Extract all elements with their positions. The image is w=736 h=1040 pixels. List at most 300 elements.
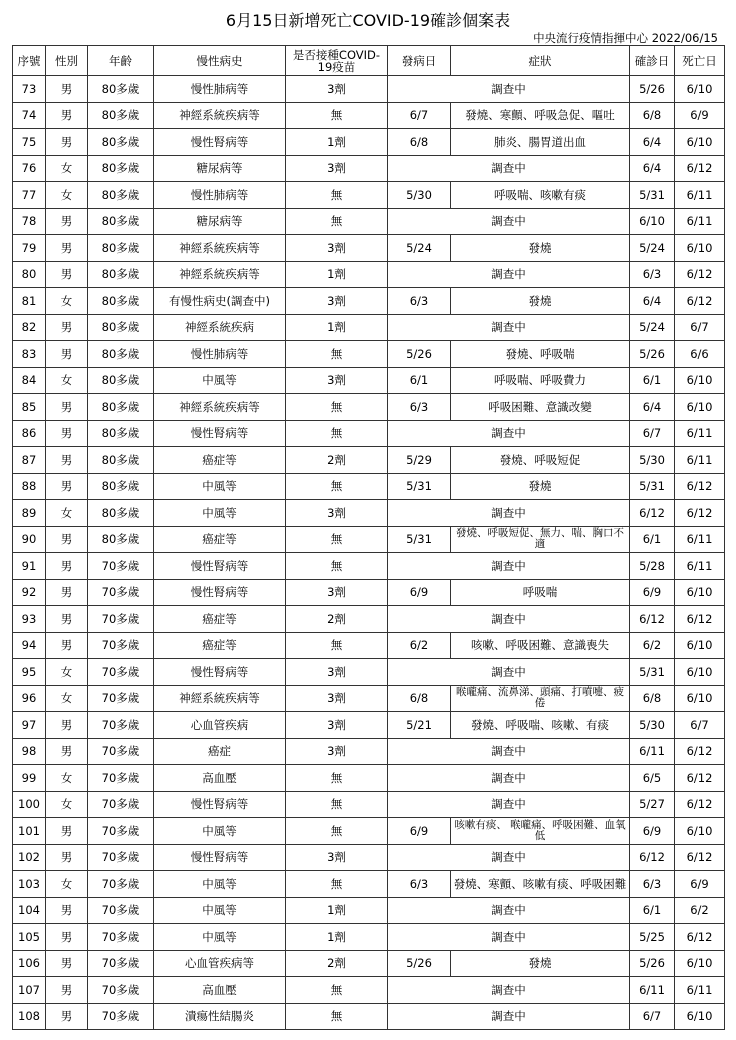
- cell-death: 6/11: [675, 208, 725, 235]
- cell-death: 6/10: [675, 76, 725, 103]
- cell-history: 神經系統疾病等: [154, 685, 286, 712]
- table-row: [13, 129, 725, 156]
- cell-onset: 5/30: [388, 182, 451, 209]
- table-row: [13, 659, 725, 686]
- cell-no: 94: [13, 632, 46, 659]
- cell-no: 92: [13, 579, 46, 606]
- cell-vaccine: 3劑: [286, 367, 388, 394]
- cell-age: 70多歲: [88, 712, 154, 739]
- cell-symptom: 發燒、呼吸短促: [451, 447, 630, 474]
- table-row: [13, 685, 725, 712]
- cell-no: 106: [13, 950, 46, 977]
- cell-no: 76: [13, 155, 46, 182]
- cell-no: 95: [13, 659, 46, 686]
- cell-symptom: 調查中: [388, 738, 630, 765]
- cell-onset: 6/2: [388, 632, 451, 659]
- cell-history: 心血管疾病: [154, 712, 286, 739]
- table-row: [13, 208, 725, 235]
- cell-onset: 5/31: [388, 473, 451, 500]
- cell-death: 6/10: [675, 818, 725, 845]
- cell-symptom: 調查中: [388, 155, 630, 182]
- cell-age: 70多歲: [88, 738, 154, 765]
- cell-death: 6/12: [675, 738, 725, 765]
- cell-vaccine: 無: [286, 1003, 388, 1030]
- cell-death: 6/12: [675, 924, 725, 951]
- cell-symptom: 調查中: [388, 1003, 630, 1030]
- cell-onset: 6/9: [388, 579, 451, 606]
- table-row: [13, 420, 725, 447]
- cell-death: 6/11: [675, 553, 725, 580]
- cell-history: 慢性腎病等: [154, 791, 286, 818]
- cell-death: 6/12: [675, 606, 725, 633]
- cell-no: 89: [13, 500, 46, 527]
- table-row: [13, 235, 725, 262]
- cell-sex: 女: [46, 765, 88, 792]
- header-age: 年齡: [88, 46, 154, 76]
- cell-vaccine: 無: [286, 871, 388, 898]
- cell-age: 80多歲: [88, 76, 154, 103]
- cell-age: 80多歲: [88, 394, 154, 421]
- cell-age: 70多歲: [88, 818, 154, 845]
- cell-vaccine: 無: [286, 182, 388, 209]
- table-row: [13, 791, 725, 818]
- table-row: [13, 950, 725, 977]
- cell-history: 神經系統疾病等: [154, 235, 286, 262]
- cell-symptom: 調查中: [388, 208, 630, 235]
- cell-sex: 女: [46, 791, 88, 818]
- cell-vaccine: 3劑: [286, 844, 388, 871]
- cell-symptom: 呼吸困難、意識改變: [451, 394, 630, 421]
- cell-no: 93: [13, 606, 46, 633]
- cell-death: 6/12: [675, 261, 725, 288]
- cell-age: 80多歲: [88, 447, 154, 474]
- cell-sex: 女: [46, 871, 88, 898]
- cell-symptom: 發燒: [451, 235, 630, 262]
- cell-vaccine: 3劑: [286, 155, 388, 182]
- cell-death: 6/10: [675, 235, 725, 262]
- cell-history: 慢性腎病等: [154, 420, 286, 447]
- cell-symptom: 喉嚨痛、流鼻涕、頭痛、打噴嚏、疲倦: [451, 685, 630, 712]
- cell-age: 70多歲: [88, 791, 154, 818]
- cell-sex: 男: [46, 341, 88, 368]
- cell-vaccine: 無: [286, 765, 388, 792]
- cell-vaccine: 無: [286, 553, 388, 580]
- cell-confirm: 5/31: [630, 182, 675, 209]
- cell-confirm: 6/12: [630, 500, 675, 527]
- cell-vaccine: 3劑: [286, 659, 388, 686]
- cell-death: 6/10: [675, 129, 725, 156]
- cell-vaccine: 無: [286, 394, 388, 421]
- table-row: [13, 632, 725, 659]
- table-row: [13, 553, 725, 580]
- cell-confirm: 5/26: [630, 76, 675, 103]
- cell-vaccine: 1劑: [286, 314, 388, 341]
- cell-symptom: 調查中: [388, 314, 630, 341]
- cell-no: 81: [13, 288, 46, 315]
- cell-confirm: 6/11: [630, 738, 675, 765]
- cell-confirm: 6/4: [630, 394, 675, 421]
- cell-death: 6/12: [675, 288, 725, 315]
- cell-death: 6/10: [675, 579, 725, 606]
- cell-symptom: 調查中: [388, 76, 630, 103]
- cell-age: 70多歲: [88, 685, 154, 712]
- cell-death: 6/10: [675, 632, 725, 659]
- cell-vaccine: 無: [286, 473, 388, 500]
- cell-no: 103: [13, 871, 46, 898]
- cell-age: 80多歲: [88, 500, 154, 527]
- cell-vaccine: 無: [286, 420, 388, 447]
- cell-age: 80多歲: [88, 367, 154, 394]
- cell-confirm: 6/2: [630, 632, 675, 659]
- cell-sex: 男: [46, 738, 88, 765]
- cell-confirm: 5/30: [630, 447, 675, 474]
- cell-death: 6/12: [675, 844, 725, 871]
- cell-symptom: 調查中: [388, 977, 630, 1004]
- cell-onset: 6/3: [388, 288, 451, 315]
- cell-sex: 男: [46, 261, 88, 288]
- cell-vaccine: 3劑: [286, 738, 388, 765]
- cell-death: 6/11: [675, 526, 725, 553]
- cell-no: 84: [13, 367, 46, 394]
- cell-history: 高血壓: [154, 977, 286, 1004]
- cell-age: 80多歲: [88, 526, 154, 553]
- cell-confirm: 6/7: [630, 420, 675, 447]
- cell-symptom: 調查中: [388, 765, 630, 792]
- cell-onset: 6/9: [388, 818, 451, 845]
- cell-sex: 男: [46, 129, 88, 156]
- cell-no: 99: [13, 765, 46, 792]
- cell-sex: 男: [46, 844, 88, 871]
- header-no: 序號: [13, 46, 46, 76]
- cell-confirm: 6/11: [630, 977, 675, 1004]
- cell-death: 6/2: [675, 897, 725, 924]
- cell-vaccine: 2劑: [286, 447, 388, 474]
- cell-symptom: 調查中: [388, 791, 630, 818]
- cell-history: 癌症等: [154, 526, 286, 553]
- cell-death: 6/11: [675, 977, 725, 1004]
- cell-confirm: 6/4: [630, 155, 675, 182]
- cell-vaccine: 無: [286, 791, 388, 818]
- cell-vaccine: 3劑: [286, 685, 388, 712]
- table-row: [13, 447, 725, 474]
- cell-confirm: 6/12: [630, 844, 675, 871]
- cell-confirm: 6/9: [630, 818, 675, 845]
- cell-symptom: 調查中: [388, 897, 630, 924]
- cell-age: 80多歲: [88, 208, 154, 235]
- cell-confirm: 6/7: [630, 1003, 675, 1030]
- cell-vaccine: 無: [286, 632, 388, 659]
- cell-onset: 6/3: [388, 394, 451, 421]
- table-row: [13, 314, 725, 341]
- cell-onset: 5/31: [388, 526, 451, 553]
- cell-death: 6/12: [675, 473, 725, 500]
- cell-symptom: 呼吸喘: [451, 579, 630, 606]
- table-row: [13, 871, 725, 898]
- table-row: [13, 500, 725, 527]
- cell-sex: 男: [46, 579, 88, 606]
- header-sex: 性別: [46, 46, 88, 76]
- cell-sex: 男: [46, 102, 88, 129]
- cell-onset: 6/3: [388, 871, 451, 898]
- cell-confirm: 5/26: [630, 950, 675, 977]
- cell-no: 96: [13, 685, 46, 712]
- table-row: [13, 155, 725, 182]
- cell-symptom: 發燒、呼吸喘、咳嗽、有痰: [451, 712, 630, 739]
- cell-age: 80多歲: [88, 129, 154, 156]
- cell-no: 102: [13, 844, 46, 871]
- cell-vaccine: 1劑: [286, 897, 388, 924]
- cell-history: 神經系統疾病等: [154, 102, 286, 129]
- cell-confirm: 5/28: [630, 553, 675, 580]
- table-row: [13, 261, 725, 288]
- cell-no: 101: [13, 818, 46, 845]
- cell-death: 6/9: [675, 102, 725, 129]
- cell-history: 慢性腎病等: [154, 553, 286, 580]
- cell-history: 慢性肺病等: [154, 76, 286, 103]
- cell-symptom: 調查中: [388, 261, 630, 288]
- cell-death: 6/6: [675, 341, 725, 368]
- cell-symptom: 調查中: [388, 659, 630, 686]
- cell-age: 80多歲: [88, 155, 154, 182]
- cell-sex: 男: [46, 950, 88, 977]
- cell-age: 70多歲: [88, 1003, 154, 1030]
- source-label: 中央流行疫情指揮中心 2022/06/15: [533, 31, 718, 45]
- cell-sex: 女: [46, 685, 88, 712]
- cell-symptom: 調查中: [388, 606, 630, 633]
- cell-death: 6/11: [675, 182, 725, 209]
- cell-death: 6/9: [675, 871, 725, 898]
- cell-symptom: 發燒、寒顫、呼吸急促、嘔吐: [451, 102, 630, 129]
- cell-sex: 女: [46, 288, 88, 315]
- cell-symptom: 發燒: [451, 473, 630, 500]
- cell-confirm: 6/10: [630, 208, 675, 235]
- cell-age: 70多歲: [88, 897, 154, 924]
- table-row: [13, 818, 725, 845]
- cell-history: 中風等: [154, 818, 286, 845]
- table-row: [13, 367, 725, 394]
- cell-symptom: 調查中: [388, 924, 630, 951]
- cell-vaccine: 無: [286, 526, 388, 553]
- cell-no: 73: [13, 76, 46, 103]
- cell-vaccine: 1劑: [286, 129, 388, 156]
- cell-age: 70多歲: [88, 659, 154, 686]
- cell-symptom: 調查中: [388, 844, 630, 871]
- cell-sex: 男: [46, 712, 88, 739]
- cell-vaccine: 無: [286, 977, 388, 1004]
- cell-vaccine: 無: [286, 818, 388, 845]
- cell-death: 6/10: [675, 367, 725, 394]
- cell-sex: 男: [46, 447, 88, 474]
- cell-confirm: 6/4: [630, 288, 675, 315]
- page-title: 6月15日新增死亡COVID-19確診個案表: [225, 11, 511, 30]
- cell-no: 88: [13, 473, 46, 500]
- cell-sex: 男: [46, 818, 88, 845]
- table-row: [13, 738, 725, 765]
- cell-age: 70多歲: [88, 606, 154, 633]
- cell-confirm: 5/24: [630, 314, 675, 341]
- cell-symptom: 調查中: [388, 420, 630, 447]
- cell-age: 70多歲: [88, 844, 154, 871]
- cell-confirm: 5/31: [630, 659, 675, 686]
- table-row: [13, 102, 725, 129]
- cell-vaccine: 2劑: [286, 950, 388, 977]
- header-history: 慢性病史: [154, 46, 286, 76]
- cell-history: 中風等: [154, 473, 286, 500]
- cell-death: 6/7: [675, 712, 725, 739]
- cell-onset: 5/21: [388, 712, 451, 739]
- cell-death: 6/10: [675, 394, 725, 421]
- cell-vaccine: 3劑: [286, 579, 388, 606]
- cell-symptom: 發燒、呼吸短促、無力、喘、胸口不適: [451, 526, 630, 553]
- table-row: [13, 579, 725, 606]
- cell-onset: 5/24: [388, 235, 451, 262]
- cell-age: 80多歲: [88, 288, 154, 315]
- table-body: [13, 76, 725, 1030]
- cell-history: 高血壓: [154, 765, 286, 792]
- table-row: [13, 712, 725, 739]
- cell-confirm: 5/26: [630, 341, 675, 368]
- cell-age: 80多歲: [88, 235, 154, 262]
- cell-no: 78: [13, 208, 46, 235]
- cell-vaccine: 無: [286, 341, 388, 368]
- cell-sex: 女: [46, 155, 88, 182]
- cell-no: 104: [13, 897, 46, 924]
- cell-age: 80多歲: [88, 314, 154, 341]
- cell-age: 70多歲: [88, 924, 154, 951]
- cell-history: 慢性腎病等: [154, 579, 286, 606]
- cell-vaccine: 3劑: [286, 712, 388, 739]
- cell-history: 神經系統疾病等: [154, 394, 286, 421]
- cell-vaccine: 無: [286, 102, 388, 129]
- table-row: [13, 1003, 725, 1030]
- cell-sex: 男: [46, 420, 88, 447]
- cell-history: 癌症等: [154, 632, 286, 659]
- table-row: [13, 473, 725, 500]
- cell-confirm: 6/4: [630, 129, 675, 156]
- cell-history: 心血管疾病等: [154, 950, 286, 977]
- cell-no: 86: [13, 420, 46, 447]
- cell-age: 70多歲: [88, 632, 154, 659]
- cell-confirm: 5/25: [630, 924, 675, 951]
- cell-death: 6/10: [675, 659, 725, 686]
- table-row: [13, 977, 725, 1004]
- cell-confirm: 6/9: [630, 579, 675, 606]
- cell-history: 慢性肺病等: [154, 182, 286, 209]
- header-death: 死亡日: [675, 46, 725, 76]
- cell-history: 中風等: [154, 924, 286, 951]
- cell-no: 91: [13, 553, 46, 580]
- cell-sex: 女: [46, 659, 88, 686]
- cell-sex: 男: [46, 473, 88, 500]
- cell-death: 6/12: [675, 791, 725, 818]
- cell-vaccine: 1劑: [286, 261, 388, 288]
- cell-history: 潰瘍性結腸炎: [154, 1003, 286, 1030]
- cell-onset: 6/8: [388, 129, 451, 156]
- cell-sex: 男: [46, 553, 88, 580]
- cell-no: 105: [13, 924, 46, 951]
- cell-age: 70多歲: [88, 553, 154, 580]
- cell-confirm: 6/1: [630, 526, 675, 553]
- table-row: [13, 765, 725, 792]
- cell-vaccine: 1劑: [286, 924, 388, 951]
- cell-confirm: 6/1: [630, 897, 675, 924]
- cell-no: 82: [13, 314, 46, 341]
- table-row: [13, 182, 725, 209]
- cell-sex: 男: [46, 897, 88, 924]
- cell-sex: 男: [46, 235, 88, 262]
- cell-no: 85: [13, 394, 46, 421]
- cell-death: 6/11: [675, 447, 725, 474]
- cell-sex: 女: [46, 182, 88, 209]
- cell-history: 神經系統疾病: [154, 314, 286, 341]
- cell-history: 神經系統疾病等: [154, 261, 286, 288]
- cell-symptom: 發燒: [451, 950, 630, 977]
- cell-no: 108: [13, 1003, 46, 1030]
- table-row: [13, 924, 725, 951]
- cell-onset: 5/29: [388, 447, 451, 474]
- cell-history: 中風等: [154, 897, 286, 924]
- cell-death: 6/7: [675, 314, 725, 341]
- cell-no: 80: [13, 261, 46, 288]
- cell-age: 80多歲: [88, 102, 154, 129]
- cell-death: 6/11: [675, 420, 725, 447]
- table-row: [13, 897, 725, 924]
- table-header-row: [13, 46, 725, 76]
- cell-history: 慢性腎病等: [154, 659, 286, 686]
- cell-no: 75: [13, 129, 46, 156]
- cell-sex: 男: [46, 924, 88, 951]
- cell-symptom: 調查中: [388, 553, 630, 580]
- cell-onset: 6/7: [388, 102, 451, 129]
- table-row: [13, 394, 725, 421]
- cell-no: 74: [13, 102, 46, 129]
- cell-sex: 女: [46, 500, 88, 527]
- cell-no: 77: [13, 182, 46, 209]
- cell-sex: 男: [46, 606, 88, 633]
- cell-confirm: 6/1: [630, 367, 675, 394]
- cell-sex: 男: [46, 1003, 88, 1030]
- cell-confirm: 5/24: [630, 235, 675, 262]
- cell-age: 80多歲: [88, 420, 154, 447]
- case-table: [12, 45, 725, 1030]
- header-onset: 發病日: [388, 46, 451, 76]
- cell-no: 100: [13, 791, 46, 818]
- cell-sex: 男: [46, 314, 88, 341]
- cell-vaccine: 3劑: [286, 76, 388, 103]
- cell-history: 中風等: [154, 871, 286, 898]
- cell-death: 6/12: [675, 155, 725, 182]
- cell-death: 6/12: [675, 500, 725, 527]
- cell-vaccine: 無: [286, 208, 388, 235]
- cell-history: 糖尿病等: [154, 208, 286, 235]
- cell-symptom: 調查中: [388, 500, 630, 527]
- table-row: [13, 288, 725, 315]
- cell-confirm: 6/5: [630, 765, 675, 792]
- cell-symptom: 發燒: [451, 288, 630, 315]
- cell-age: 70多歲: [88, 977, 154, 1004]
- cell-confirm: 5/31: [630, 473, 675, 500]
- cell-sex: 男: [46, 526, 88, 553]
- cell-sex: 女: [46, 367, 88, 394]
- cell-age: 80多歲: [88, 261, 154, 288]
- cell-vaccine: 3劑: [286, 288, 388, 315]
- cell-history: 癌症: [154, 738, 286, 765]
- cell-age: 70多歲: [88, 950, 154, 977]
- header-symptom: 症狀: [451, 46, 630, 76]
- cell-sex: 男: [46, 76, 88, 103]
- cell-no: 83: [13, 341, 46, 368]
- cell-sex: 男: [46, 632, 88, 659]
